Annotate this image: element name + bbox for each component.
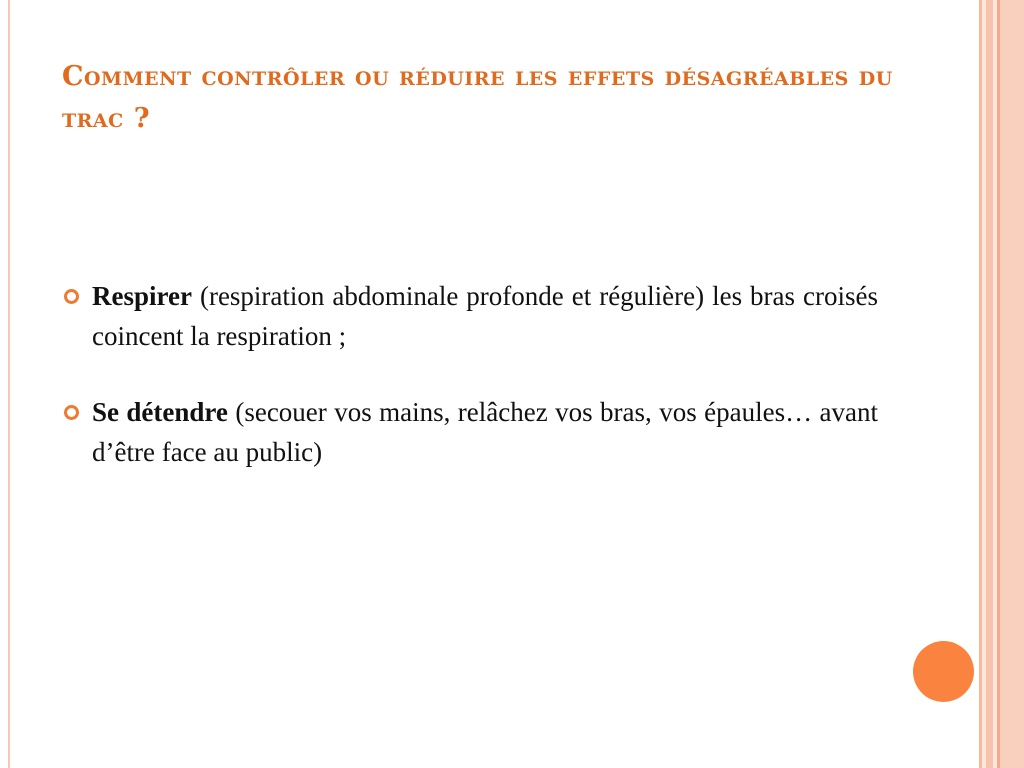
bullet-text: (secouer vos mains, relâchez vos bras, vos épaules… avant d’être face au public) [92,397,878,467]
bullet-term: Respirer [92,281,192,311]
bullet-item-respirer [62,276,878,356]
orange-circle-decoration [913,641,974,702]
left-divider-line [8,0,10,768]
bullet-item-se-detendre [62,392,878,472]
right-decorative-band [1000,0,1024,768]
right-decorative-stripe [986,0,993,768]
ring-bullet-icon [64,289,79,304]
bullet-list [62,276,878,508]
slide-title: Comment contrôler ou réduire les effets désagréables du trac ? [62,61,893,134]
bullet-text: (respiration abdominale profonde et régulière) les bras croisés coincent la respiration ; [92,281,878,351]
bullet-term: Se détendre [92,397,228,427]
ring-bullet-icon [64,405,79,420]
